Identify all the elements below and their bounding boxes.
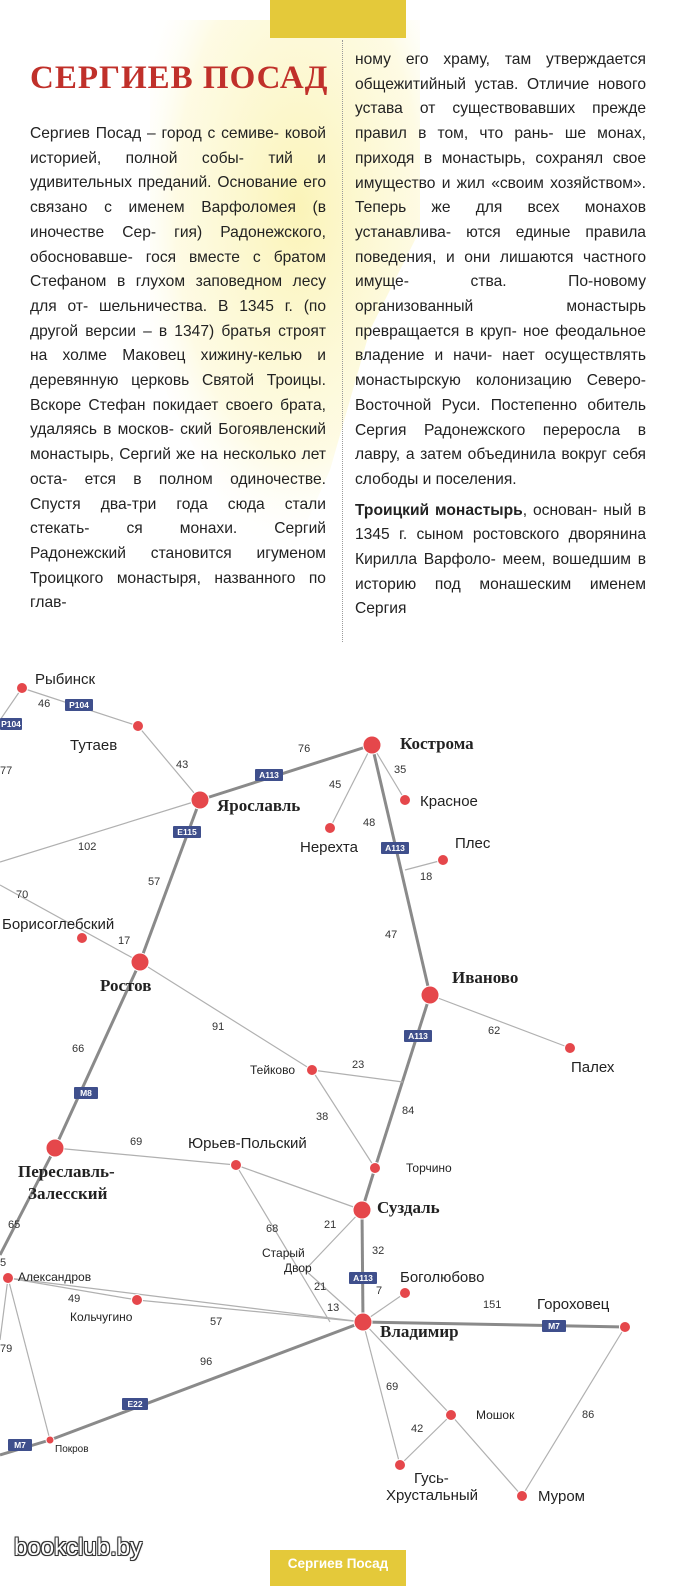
text-line: Радонежского переросла в лавру, (355, 421, 646, 464)
svg-text:Е115: Е115 (177, 827, 197, 837)
text-line: а затем объединила вокруг себя (405, 446, 646, 464)
marker-pokrov (46, 1436, 54, 1444)
text-line: шельничества. В 1345 г. (по другой (30, 297, 327, 340)
road-minor (236, 1165, 330, 1322)
bold-term: Троицкий монастырь (355, 501, 523, 519)
label-pereslavl-2: Залесский (28, 1184, 108, 1203)
label-yaroslavl: Ярославль (217, 796, 301, 815)
distance-label: 151 (483, 1299, 502, 1311)
marker-suzdal (353, 1201, 371, 1219)
road-minor (138, 726, 200, 800)
distance-label: 49 (68, 1293, 81, 1305)
road-minor (451, 1415, 522, 1496)
label-kostroma: Кострома (400, 734, 474, 753)
distance-label: 68 (266, 1223, 279, 1235)
marker-palekh (565, 1043, 576, 1054)
label-kolchugino: Кольчугино (70, 1310, 133, 1324)
label-moshok: Мошок (476, 1408, 515, 1422)
road-shield (173, 826, 201, 838)
road-shield (381, 842, 409, 854)
text-line: ется в полном одиночестве. Спустя (30, 470, 326, 513)
label-yuryev: Юрьев-Польский (188, 1135, 307, 1152)
label-gus-1: Гусь- (414, 1470, 449, 1487)
road-shield (8, 1439, 32, 1451)
text-line: ковой историей, полной собы- (30, 125, 326, 167)
text-line: для всех монахов устанавлива- (355, 199, 646, 241)
svg-text:А113: А113 (408, 1031, 428, 1041)
svg-text:А113: А113 (259, 770, 279, 780)
marker-ivanovo (421, 986, 439, 1004)
label-palekh: Палех (571, 1059, 615, 1076)
distance-label: 23 (352, 1059, 365, 1071)
distance-label: 84 (402, 1105, 415, 1117)
text-line: меем, вошедшим в историю под (355, 551, 646, 593)
marker-yaroslavl (191, 791, 209, 809)
label-teykovo: Тейково (250, 1063, 296, 1077)
marker-tutaev (133, 721, 144, 732)
text-line: в глухом заповедном лесу для от- (30, 273, 326, 315)
text-line: ный в 1345 г. сыном ростовского (355, 501, 646, 544)
label-vladimir: Владимир (380, 1322, 459, 1341)
road-shield (404, 1030, 432, 1042)
road-shield (122, 1398, 148, 1410)
road-kostroma-ivanovo (372, 745, 433, 995)
distance-label: 70 (16, 889, 29, 901)
text-line: и деревянную церковь Святой (30, 347, 326, 390)
distance-label: 35 (394, 764, 407, 776)
label-gus-2: Хрустальный (386, 1487, 479, 1504)
marker-ples (438, 855, 449, 866)
distance-label: 48 (363, 817, 376, 829)
road-minor (0, 1278, 8, 1340)
distance-label: 38 (316, 1111, 329, 1123)
text-line: Сергий же на несколько лет оста- (30, 446, 326, 488)
distance-label: 43 (176, 759, 189, 771)
marker-vladimir (354, 1313, 372, 1331)
svg-text:А113: А113 (353, 1273, 373, 1283)
road-shield (74, 1087, 98, 1099)
text-line: Руси. Постепенно обитель Сергия (355, 396, 646, 439)
label-rybinsk: Рыбинск (35, 671, 96, 688)
label-gorokhovets: Гороховец (537, 1296, 610, 1313)
road-minor (140, 962, 312, 1070)
road-minor (400, 1415, 451, 1465)
column-divider (342, 40, 343, 642)
text-line: ному его храму, там утверждается (355, 51, 646, 68)
marker-nerekhta (325, 823, 336, 834)
text-line: гося вместе с братом Стефаном (30, 248, 326, 291)
text-line: «своим хозяйством». Теперь же (355, 174, 646, 217)
distance-label: 32 (372, 1245, 385, 1257)
distance-label: 17 (118, 935, 131, 947)
marker-bogolyubovo (400, 1288, 411, 1299)
road-minor (0, 800, 200, 862)
distance-label: 57 (210, 1316, 223, 1328)
label-murom: Муром (538, 1488, 585, 1505)
watermark: bookclub.by (14, 1534, 143, 1561)
text-line: своего брата, удаляясь в москов- (30, 396, 326, 439)
marker-torchino (370, 1163, 381, 1174)
text-line: на холме Маковец хижину-келью (30, 347, 303, 365)
distance-label: 45 (329, 779, 342, 791)
road-minor (522, 1327, 625, 1496)
road-minor (312, 1070, 403, 1082)
svg-text:М8: М8 (80, 1088, 92, 1098)
road-minor (363, 1322, 400, 1465)
distance-label: 91 (212, 1021, 225, 1033)
text-line: прежде правил в том, что рань- (355, 100, 646, 143)
label-aleksandrov: Александров (18, 1270, 92, 1284)
text-line: дворянина Кирилла Варфоло- (355, 526, 646, 569)
text-line: общежитийный устав. Отличие (355, 75, 590, 93)
text-line: колонизацию Северо-Восточной (355, 372, 646, 414)
road-shield (542, 1320, 566, 1332)
text-line: слободы и поселения. (355, 470, 517, 488)
svg-text:М7: М7 (548, 1321, 560, 1331)
label-bogolyubovo: Боголюбово (400, 1269, 485, 1286)
marker-borisoglebsky (77, 933, 88, 944)
distance-label: 42 (411, 1423, 424, 1435)
text-line: Троицы. Вскоре Стефан покидает (30, 372, 326, 414)
marker-yuryev (231, 1160, 242, 1171)
label-borisoglebsky: Борисоглебский (2, 916, 115, 933)
distance-label: 7 (376, 1285, 383, 1297)
distance-label: 79 (0, 1343, 13, 1355)
text-line: Основание его связано с именем (30, 174, 326, 217)
text-line: монастырь превращается в круп- (355, 298, 646, 340)
distance-label: 13 (327, 1302, 340, 1314)
text-line: ше монах, приходя в монастырь, (355, 125, 646, 167)
text-line: ются единые правила поведения, (355, 223, 646, 266)
marker-aleksandrov (3, 1273, 14, 1284)
marker-murom (517, 1491, 528, 1502)
label-nerekhta: Нерехта (300, 839, 358, 856)
text-line: становится игуменом Троицкого (30, 544, 326, 587)
distance-label: 65 (8, 1219, 21, 1231)
text-line: гия) Радонежского, обосновавше- (30, 223, 326, 266)
top-section-tab (270, 0, 406, 38)
road-minor (8, 1278, 363, 1322)
svg-text:М7: М7 (14, 1440, 26, 1450)
text-line: и они лишаются частного имуще- (355, 248, 646, 291)
label-tutaev: Тутаев (70, 737, 118, 754)
label-torchino: Торчино (406, 1161, 452, 1175)
label-krasnoe: Красное (420, 793, 478, 810)
marker-rybinsk (17, 683, 28, 694)
distance-label: 57 (148, 876, 161, 888)
marker-gorokhovets (620, 1322, 631, 1333)
road-minor (8, 1278, 50, 1440)
distance-label: 5 (0, 1257, 7, 1269)
label-pokrov: Покров (55, 1444, 89, 1455)
text-line: монастыря, названного по глав- (30, 569, 326, 612)
text-line: ся монахи. Сергий Радонежский (30, 520, 326, 562)
article-column-1 (30, 122, 326, 622)
marker-gus (395, 1460, 406, 1471)
svg-text:А113: А113 (385, 843, 405, 853)
article-column-2 (355, 48, 646, 628)
distance-label: 62 (488, 1025, 501, 1037)
distance-label: 69 (130, 1136, 143, 1148)
svg-text:Е22: Е22 (127, 1399, 143, 1409)
road-shield (65, 699, 93, 711)
text-line: тий и удивительных преданий. (30, 149, 326, 192)
footer-section-label: Сергиев Посад (270, 1550, 406, 1586)
label-stary-dvor-1: Старый (262, 1246, 305, 1260)
text-line: , основан- (522, 501, 598, 519)
distance-label: 96 (200, 1356, 213, 1368)
label-pereslavl-1: Переславль- (18, 1162, 115, 1181)
text-line: нового устава от существовавших (355, 75, 646, 118)
marker-moshok (446, 1410, 457, 1421)
label-ivanovo: Иваново (452, 968, 519, 987)
text-line: два-три года сюда стали стекать- (30, 495, 326, 538)
distance-label: 76 (298, 743, 311, 755)
marker-pereslavl (46, 1139, 64, 1157)
marker-krasnoe (400, 795, 411, 806)
distance-label: 102 (78, 841, 97, 853)
text-line: сохранял свое имущество и жил (355, 149, 646, 192)
text-line: Сергиев Посад – город с семиве- (30, 125, 279, 142)
article-paragraph (355, 48, 646, 493)
distance-label: 18 (420, 871, 433, 883)
distance-label: 46 (38, 698, 51, 710)
text-line: монашеским именем Сергия (355, 575, 646, 618)
distance-label: 86 (582, 1409, 595, 1421)
road-minor (430, 995, 570, 1048)
marker-rostov (131, 953, 149, 971)
distance-label: 66 (72, 1043, 85, 1055)
road-shield (0, 718, 22, 730)
svg-text:Р104: Р104 (1, 719, 21, 729)
marker-teykovo (307, 1065, 318, 1076)
text-line: нает осуществлять монастырскую (355, 347, 646, 390)
distance-label: 21 (324, 1219, 337, 1231)
article-paragraph (355, 499, 646, 623)
distance-label: 47 (385, 929, 398, 941)
distance-label: 77 (0, 765, 13, 777)
road-yaroslavl-kostroma (200, 745, 372, 800)
road-vladimir-pokrov (50, 1322, 363, 1440)
label-stary-dvor-2: Двор (284, 1261, 312, 1275)
road-shield (255, 769, 283, 781)
label-rostov: Ростов (100, 976, 152, 995)
article-paragraph (30, 122, 326, 616)
road-suzdal-vladimir (362, 1210, 363, 1322)
text-line: Варфоломея (в иночестве Сер- (30, 199, 326, 241)
distance-label: 21 (314, 1281, 327, 1293)
text-line: ное феодальное владение и начи- (355, 322, 646, 365)
text-line: версии – в 1347) братья строят (85, 322, 326, 340)
road-shield (349, 1272, 377, 1284)
svg-text:Р104: Р104 (69, 700, 89, 710)
road-minor (236, 1165, 362, 1210)
text-line: ский Богоявленский монастырь, (30, 421, 326, 464)
label-suzdal: Суздаль (377, 1198, 440, 1217)
distance-label: 69 (386, 1381, 399, 1393)
label-ples: Плес (455, 835, 491, 852)
marker-kostroma (363, 736, 381, 754)
text-line: ства. По-новому организованный (355, 273, 646, 316)
road-map (0, 650, 700, 1550)
marker-kolchugino (132, 1295, 143, 1306)
page-title: СЕРГИЕВ ПОСАД (30, 60, 329, 96)
